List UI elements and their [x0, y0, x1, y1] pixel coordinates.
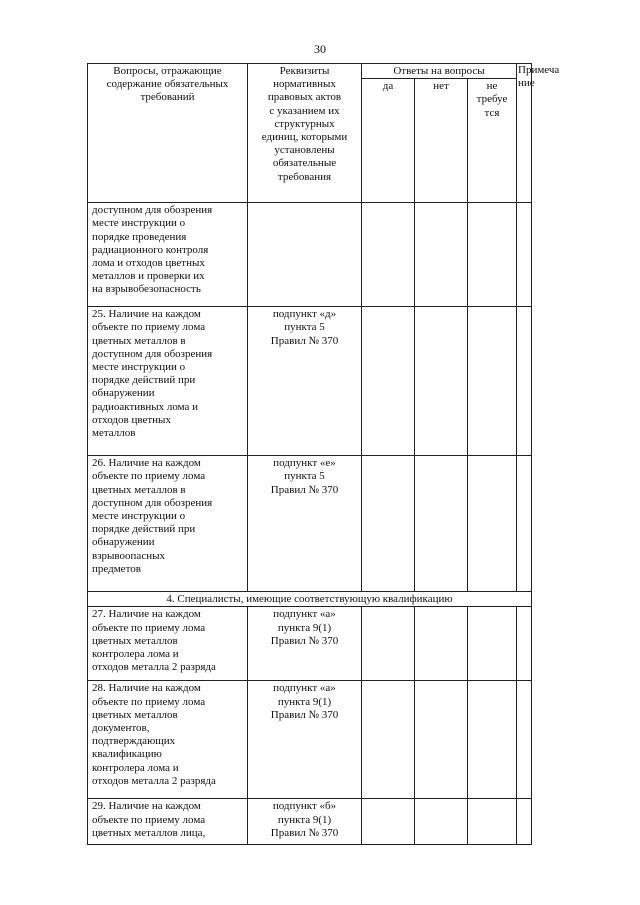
note-cell [517, 307, 532, 456]
answer-no-cell [415, 456, 468, 592]
answer-no-cell [415, 607, 468, 681]
header-answers: Ответы на вопросы [362, 64, 517, 79]
answer-not-required-cell [468, 203, 517, 307]
section-title: 4. Специалисты, имеющие соответствующую квалификацию [88, 592, 532, 607]
header-row-1 [88, 64, 532, 79]
checklist-table [87, 63, 560, 845]
question-cell: доступном для обозрения месте инструкции о порядке проведения радиационного контроля лома и отходов цветных металлов и проверки их на взрывобезопасность [88, 203, 248, 307]
answer-no-cell [415, 203, 468, 307]
header-requisites: Реквизиты нормативных правовых актов с указанием их структурных единиц, которыми установлены обязательные требования [248, 64, 362, 203]
requisite-cell: подпункт «е» пункта 5 Правил № 370 [248, 456, 362, 592]
answer-no-cell [415, 681, 468, 799]
answer-not-required-cell [468, 307, 517, 456]
note-cell [517, 607, 532, 681]
question-cell: 25. Наличие на каждом объекте по приему лома цветных металлов в доступном для обозрения месте инструкции о порядке действий при обнаружении радиоактивных лома и отходов цветных металлов [88, 307, 248, 456]
question-cell: 27. Наличие на каждом объекте по приему лома цветных металлов контролера лома и отходов металла 2 разряда [88, 607, 248, 681]
answer-not-required-cell [468, 681, 517, 799]
note-cell [517, 799, 532, 845]
header-not-required: не требуе тся [468, 79, 517, 203]
answer-yes-cell [362, 203, 415, 307]
requisite-cell: подпункт «б» пункта 9(1) Правил № 370 [248, 799, 362, 845]
table-row [88, 799, 532, 845]
table-row [88, 681, 532, 799]
answer-no-cell [415, 307, 468, 456]
answer-yes-cell [362, 607, 415, 681]
page-number: 30 [314, 42, 326, 56]
note-cell [517, 681, 532, 799]
note-cell [517, 456, 532, 592]
header-no: нет [415, 79, 468, 203]
question-cell: 29. Наличие на каждом объекте по приему лома цветных металлов лица, [88, 799, 248, 845]
answer-yes-cell [362, 307, 415, 456]
requisite-cell: подпункт «а» пункта 9(1) Правил № 370 [248, 607, 362, 681]
table-row [88, 307, 532, 456]
requisite-cell: подпункт «д» пункта 5 Правил № 370 [248, 307, 362, 456]
answer-yes-cell [362, 456, 415, 592]
table-row [88, 607, 532, 681]
header-yes: да [362, 79, 415, 203]
question-cell: 28. Наличие на каждом объекте по приему лома цветных металлов документов, подтверждающих квалификацию контролера лома и отходов металла 2 разряда [88, 681, 248, 799]
requisite-cell: подпункт «а» пункта 9(1) Правил № 370 [248, 681, 362, 799]
requisite-cell [248, 203, 362, 307]
answer-not-required-cell [468, 799, 517, 845]
answer-yes-cell [362, 799, 415, 845]
table-row [88, 456, 532, 592]
section-row [88, 592, 532, 607]
answer-not-required-cell [468, 456, 517, 592]
note-cell [517, 203, 532, 307]
answer-no-cell [415, 799, 468, 845]
table-row [88, 203, 532, 307]
answer-not-required-cell [468, 607, 517, 681]
header-questions: Вопросы, отражающие содержание обязательных требований [88, 64, 248, 203]
question-cell: 26. Наличие на каждом объекте по приему лома цветных металлов в доступном для обозрения месте инструкции о порядке действий при обнаружении взрывоопасных предметов [88, 456, 248, 592]
answer-yes-cell [362, 681, 415, 799]
header-note: Примеча ние [517, 64, 532, 203]
